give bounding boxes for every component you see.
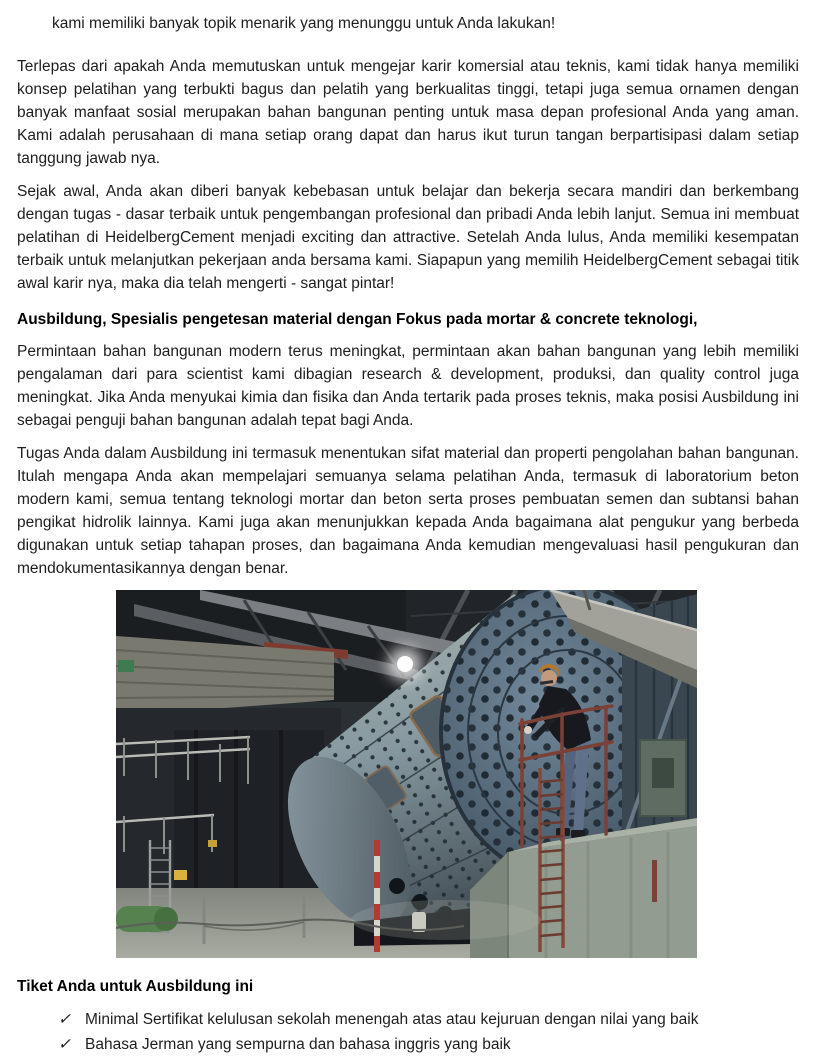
checkmark-icon: ✓ <box>58 1036 71 1053</box>
tickets-heading: Tiket Anda untuk Ausbildung ini <box>17 978 254 995</box>
checklist-text: Bahasa Jerman yang sempurna dan bahasa inggris yang baik <box>85 1036 511 1053</box>
ball-mill-photo <box>116 590 697 958</box>
intro-line: kami memiliki banyak topik menarik yang menunggu untuk Anda lakukan! <box>52 15 556 32</box>
ball-mill-photo-graphic <box>116 590 697 958</box>
checklist-item <box>58 1032 799 1056</box>
paragraph-freedom: Sejak awal, Anda akan diberi banyak kebebasan untuk belajar dan bekerja secara mandiri dan berkembang dengan tugas - dasar terbaik untuk pengembangan profesional dan pribadi Anda lebih lanjut. Semua ini membuat pelatihan di HeidelbergCement menjadi exciting dan attractive. Setelah Anda lulus, Anda memiliki kesempatan terbaik untuk melanjutkan pekerjaan anda bersama kami. Siapapun yang memilih HeidelbergCement sebagai titik awal karir nya, maka dia telah mengerti - sangat pintar! <box>17 183 799 292</box>
checklist-item <box>58 1007 799 1032</box>
checklist-text: Minimal Sertifikat kelulusan sekolah menengah atas atau kejuruan dengan nilai yang baik <box>85 1011 699 1028</box>
requirements-list <box>17 1007 799 1056</box>
paragraph-benefits: Terlepas dari apakah Anda memutuskan untuk mengejar karir komersial atau teknis, kami tidak hanya memiliki konsep pelatihan yang terbukti bagus dan pelatih yang berkualitas tinggi, tetapi juga semua ornamen dengan banyak manfaat sosial merupakan bahan bangunan penting untuk masa depan profesional Anda yang aman. Kami adalah perusahaan di mana setiap orang dapat dan harus ikut turun tangan berpartisipasi dalam setiap tanggung jawab nya. <box>17 58 799 167</box>
paragraph-tasks: Tugas Anda dalam Ausbildung ini termasuk menentukan sifat material dan properti pengolahan bahan bangunan. Itulah mengapa Anda akan mempelajari semuanya selama pelatihan Anda, termasuk di laboratorium beton modern kami, semua tentang teknologi mortar dan beton serta proses pembuatan semen dan subtansi bahan pengikat hidrolik lainnya. Kami juga akan menunjukkan kepada Anda bagaimana alat pengukur yang berbeda digunakan untuk setiap tahapan proses, dan bagaimana Anda kemudian mengevaluasi hasil pengukuran dan mendokumentasikannya dengan benar. <box>17 445 799 577</box>
checkmark-icon: ✓ <box>58 1011 71 1028</box>
section-heading-ausbildung: Ausbildung, Spesialis pengetesan material dengan Fokus pada mortar & concrete teknologi, <box>17 311 698 328</box>
paragraph-demand: Permintaan bahan bangunan modern terus meningkat, permintaan akan bahan bangunan yang lebih memiliki pengalaman dari para scientist kami dibagian research & development, produksi, dan quality control juga meningkat. Jika Anda menyukai kimia dan fisika dan Anda tertarik pada proses teknis, maka posisi Ausbildung ini sebagai penguji bahan bangunan adalah tepat bagi Anda. <box>17 343 799 429</box>
